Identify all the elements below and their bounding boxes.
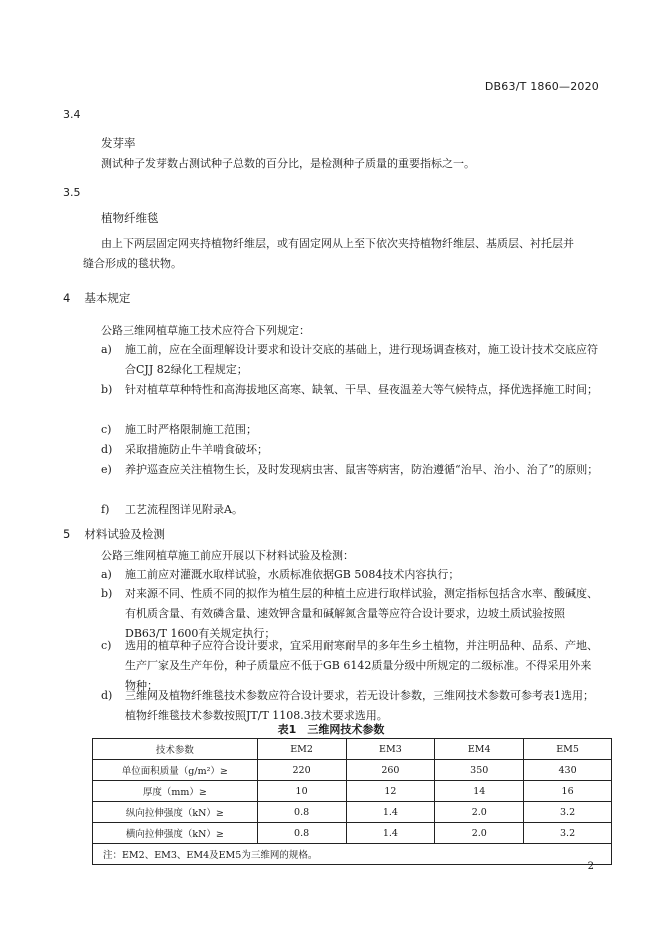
list-text: 工艺流程图详见附录A。 — [125, 503, 243, 516]
section-3-5-title: 植物纤维毯 — [101, 211, 159, 225]
table-header-row — [93, 739, 612, 760]
table-cell: 350 — [435, 760, 524, 781]
section-3-5-body-line2: 缝合形成的毯状物。 — [83, 257, 182, 270]
table-note: 注：EM2、EM3、EM4及EM5为三维网的规格。 — [93, 844, 612, 865]
list-text: 施工时严格限制施工范围； — [125, 423, 257, 436]
section-3-4-title: 发芽率 — [101, 136, 136, 150]
table-row — [93, 802, 612, 823]
list-marker: a) — [101, 343, 112, 356]
table-header-cell: 技术参数 — [93, 739, 258, 760]
table-cell: 0.8 — [257, 802, 346, 823]
table-cell: 430 — [524, 760, 612, 781]
chapter-4-title: 基本规定 — [84, 291, 131, 305]
list-item-5a — [101, 565, 601, 585]
list-text: 施工前，应在全面理解设计要求和设计交底的基础上，进行现场调查核对，施工设计技术交底应符合CJJ 82绿化工程规定； — [125, 343, 598, 376]
list-text: 施工前应对灌溉水取样试验，水质标准依据GB 5084技术内容执行； — [125, 568, 460, 581]
table-header-cell: EM3 — [346, 739, 435, 760]
table-cell: 横向拉伸强度（kN）≥ — [93, 823, 258, 844]
chapter-5-title: 材料试验及检测 — [84, 527, 165, 541]
list-item-4b — [101, 380, 601, 400]
table-cell: 260 — [346, 760, 435, 781]
table-cell: 1.4 — [346, 823, 435, 844]
list-marker: c) — [101, 423, 112, 436]
list-marker: b) — [101, 383, 113, 396]
chapter-5-heading — [63, 526, 165, 542]
list-item-4c — [101, 420, 601, 440]
list-text: 三维网及植物纤维毯技术参数应符合设计要求，若无设计参数，三维网技术参数可参考表1选用；植物纤维毯技术参数按照JT/T 1108.3技术要求选用。 — [125, 689, 594, 722]
list-text: 选用的植草种子应符合设计要求，宜采用耐寒耐旱的多年生乡土植物，并注明品种、品系、产地、生产厂家及生产年份，种子质量应不低于GB 6142质量分级中所规定的二级标准。不得采用外来物种； — [125, 639, 598, 692]
section-3-4-number: 3.4 — [63, 108, 81, 121]
table-cell: 0.8 — [257, 823, 346, 844]
chapter-4-heading — [63, 290, 130, 306]
chapter-4-intro: 公路三维网植草施工技术应符合下列规定： — [101, 324, 310, 337]
table-header-cell: EM4 — [435, 739, 524, 760]
table-cell: 12 — [346, 781, 435, 802]
spec-table — [92, 738, 612, 865]
standard-code: DB63/T 1860—2020 — [484, 80, 599, 93]
table-row — [93, 823, 612, 844]
table-cell: 220 — [257, 760, 346, 781]
table-cell: 14 — [435, 781, 524, 802]
list-item-4f — [101, 500, 601, 520]
list-text: 采取措施防止牛羊啃食破坏； — [125, 443, 268, 456]
table-cell: 16 — [524, 781, 612, 802]
table-row — [93, 760, 612, 781]
table-cell: 3.2 — [524, 823, 612, 844]
list-text: 对来源不同、性质不同的拟作为植生层的种植土应进行取样试验，测定指标包括含水率、酸碱度、有机质含量、有效磷含量、速效钾含量和碱解氮含量等应符合设计要求，边坡土质试验按照DB63/T 1600有关规定执行； — [125, 587, 598, 640]
list-text: 养护巡查应关注植物生长，及时发现病虫害、鼠害等病害，防治遵循“治早、治小、治了”的原则； — [125, 463, 599, 476]
table-cell: 2.0 — [435, 823, 524, 844]
table-cell: 厚度（mm）≥ — [93, 781, 258, 802]
table-cell: 2.0 — [435, 802, 524, 823]
table-cell: 1.4 — [346, 802, 435, 823]
list-marker: d) — [101, 443, 113, 456]
list-marker: c) — [101, 639, 112, 652]
chapter-5-intro: 公路三维网植草施工前应开展以下材料试验及检测： — [101, 549, 354, 562]
table-cell: 单位面积质量（g/m²）≥ — [93, 760, 258, 781]
section-3-5-number: 3.5 — [63, 186, 81, 199]
list-item-4a — [101, 340, 601, 380]
table-note-row — [93, 844, 612, 865]
list-marker: b) — [101, 587, 113, 600]
table-cell: 10 — [257, 781, 346, 802]
table-title: 表1 三维网技术参数 — [277, 723, 385, 736]
chapter-4-number: 4 — [63, 291, 71, 305]
list-marker: f) — [101, 503, 110, 516]
table-header-cell: EM2 — [257, 739, 346, 760]
table-cell: 3.2 — [524, 802, 612, 823]
list-item-4d — [101, 440, 601, 460]
list-marker: d) — [101, 689, 113, 702]
list-marker: e) — [101, 463, 112, 476]
list-text: 针对植草草种特性和高海拔地区高寒、缺氧、干旱、昼夜温差大等气候特点，择优选择施工时间； — [125, 383, 598, 396]
table-header-cell: EM5 — [524, 739, 612, 760]
list-marker: a) — [101, 568, 112, 581]
list-item-5d — [101, 686, 601, 726]
list-item-4e — [101, 460, 601, 480]
table-row — [93, 781, 612, 802]
table-cell: 纵向拉伸强度（kN）≥ — [93, 802, 258, 823]
section-3-5-body-line1: 由上下两层固定网夹持植物纤维层，或有固定网从上至下依次夹持植物纤维层、基质层、衬托层并 — [101, 237, 574, 250]
section-3-4-body: 测试种子发芽数占测试种子总数的百分比，是检测种子质量的重要指标之一。 — [101, 157, 475, 170]
page-number: 2 — [587, 861, 594, 872]
list-item-5b — [101, 584, 601, 644]
chapter-5-number: 5 — [63, 527, 71, 541]
